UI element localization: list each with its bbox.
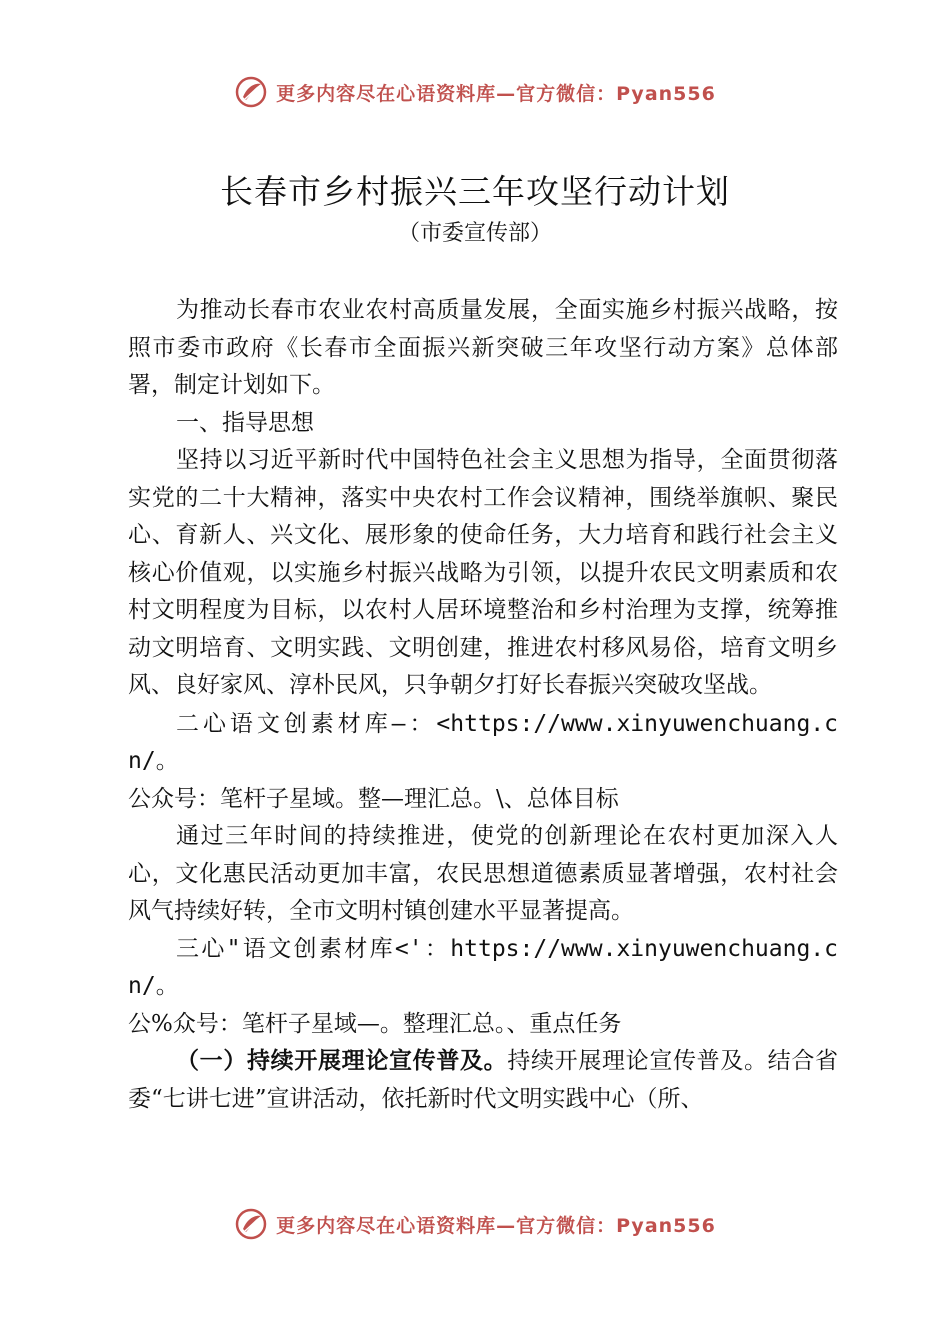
brand-logo-icon <box>234 1207 268 1241</box>
brand-logo-icon <box>234 75 268 109</box>
watermark-text: 更多内容尽在心语资料库—官方微信：Pyan556 <box>276 82 716 105</box>
noise-text-block-2 <box>128 931 838 1044</box>
watermark-header <box>0 72 950 112</box>
section-heading-guiding-thought: 一、指导思想 <box>176 409 314 436</box>
document-title: 长春市乡村振兴三年攻坚行动计划 <box>220 172 730 211</box>
key-task-item-1-text: 持续开展理论宣传普及。结合省委“七讲七进”宣讲活动，依托新时代文明实践中心（所、 <box>128 1048 839 1112</box>
noise-line: 公众号：笔杆子星域。整—理汇总。\、总体目标 <box>128 785 619 812</box>
document-subtitle: （市委宣传部） <box>397 221 552 246</box>
noise-line: 三心"语文创素材库<'：https://www.xinyuwenchuang.cn/。 <box>128 935 838 999</box>
guiding-thought-paragraph: 坚持以习近平新时代中国特色社会主义思想为指导，全面贯彻落实党的二十大精神，落实中央农村工作会议精神，围绕举旗帜、聚民心、育新人、兴文化、展形象的使命任务，大力培育和践行社会主义核心价值观，以实施乡村振兴战略为引领，以提升农民文明素质和农村文明程度为目标，以农村人居环境整治和乡村治理为支撑，统筹推动文明培育、文明实践、文明创建，推进农村移风易俗，培育文明乡风、良好家风、淳朴民风，只争朝夕打好长春振兴突破攻坚战。 <box>128 447 838 698</box>
watermark-text: 更多内容尽在心语资料库—官方微信：Pyan556 <box>276 1214 716 1237</box>
key-task-item-1-heading: （一）持续开展理论宣传普及。 <box>176 1048 508 1074</box>
overall-goal-paragraph: 通过三年时间的持续推进，使党的创新理论在农村更加深入人心，文化惠民活动更加丰富，农民思想道德素质显著增强，农村社会风气持续好转，全市文明村镇创建水平显著提高。 <box>128 823 838 924</box>
document-body <box>128 292 838 1118</box>
watermark-footer <box>0 1204 950 1244</box>
noise-line: 公%众号：笔杆子星域—。整理汇总。、重点任务 <box>128 1010 622 1037</box>
noise-text-block-1 <box>128 706 838 819</box>
key-task-item-1 <box>128 1043 838 1118</box>
noise-line: 二心语文创素材库—：<https://www.xinyuwenchuang.cn/。 <box>128 710 838 774</box>
intro-paragraph: 为推动长春市农业农村高质量发展，全面实施乡村振兴战略，按照市委市政府《长春市全面振兴新突破三年攻坚行动方案》总体部署，制定计划如下。 <box>128 297 838 398</box>
